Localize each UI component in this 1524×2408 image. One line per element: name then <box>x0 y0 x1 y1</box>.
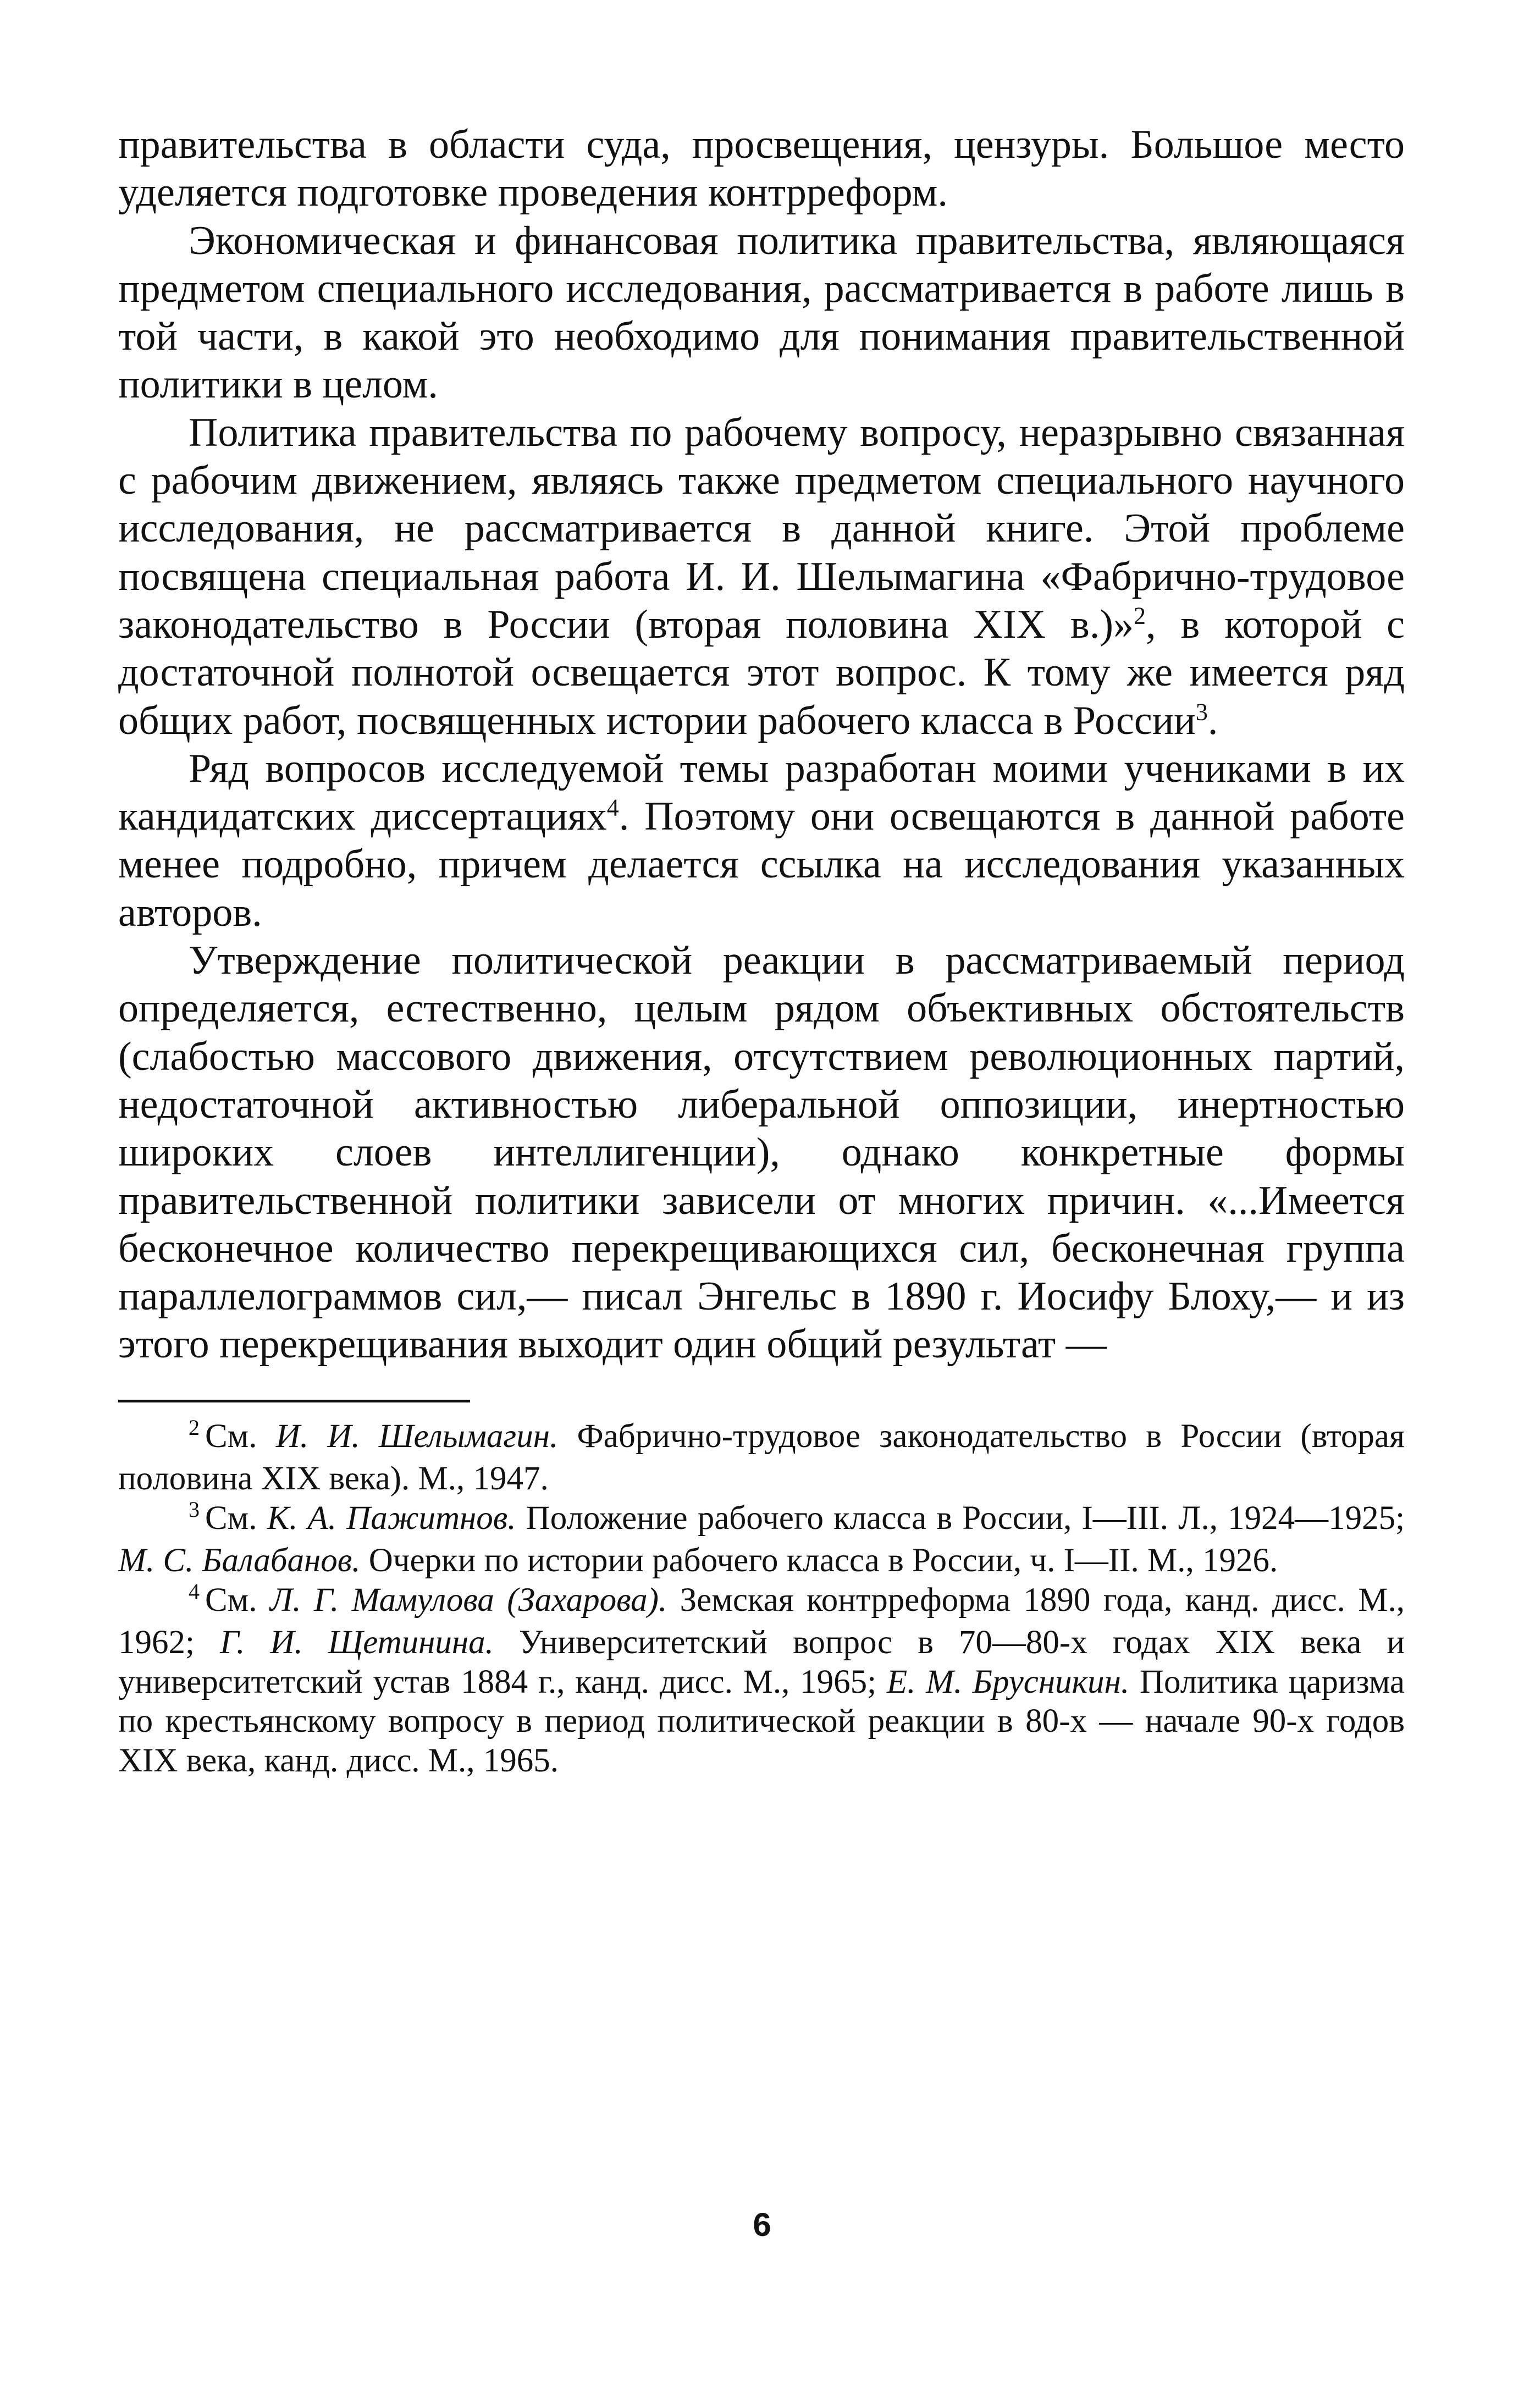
footnote-4 <box>118 1578 1405 1781</box>
footnote-prefix: См. <box>205 1499 257 1537</box>
footnote-prefix: См. <box>205 1417 257 1455</box>
paragraph-3-text-a: Политика правительства по рабочему вопросу, неразрывно связанная с рабочим движением, являясь также предметом специального научного исследования, не рассматривается в данной книге. Этой проблеме посвящена специальная работа И. И. Шелымагина «Фабрично-трудовое законодательство в России (вторая половина XIX в.)» <box>118 410 1405 647</box>
footnote-2 <box>118 1417 1405 1499</box>
footnote-ref-3[interactable]: 3 <box>1195 698 1208 725</box>
footnote-author: К. А. Пажитнов. <box>267 1499 516 1537</box>
paragraph-2: Экономическая и финансовая политика правительства, являющаяся предметом специального исследования, рассматривается в работе лишь в той части, в какой это необходимо для понимания правительственной политики в целом. <box>118 218 1405 407</box>
footnote-text: Земская контрреформа 1890 года, канд. дисс. М., 1962; <box>118 1581 1405 1661</box>
footnote-author: И. И. Шелымагин. <box>275 1417 559 1455</box>
footnote-3 <box>118 1496 1405 1581</box>
footnote-text: Политика царизма по крестьянскому вопросу в период политической реакции в 80-х — начале 90-х годов XIX века, канд. дисс. М., 1965. <box>118 1663 1405 1779</box>
footnote-author: Л. Г. Мамулова (Захарова). <box>269 1581 667 1619</box>
paragraph-3-text-b: , в которой с достаточной полнотой освещается этот вопрос. К тому же имеется ряд общих работ, посвященных истории рабочего класса в России <box>118 601 1405 743</box>
footnote-number: 3 <box>189 1496 200 1522</box>
footnote-divider <box>118 1400 470 1402</box>
footnote-ref-4[interactable]: 4 <box>606 794 619 821</box>
footnote-author: Г. И. Щетинина. <box>219 1624 494 1661</box>
footnote-text: Очерки по истории рабочего класса в России, ч. I—II. М., 1926. <box>368 1542 1278 1579</box>
footnote-number: 2 <box>189 1415 200 1440</box>
page-number: 6 <box>753 2206 771 2243</box>
footnote-author: Е. М. Брусникин. <box>886 1663 1130 1700</box>
paragraph-4-text-a: Ряд вопросов исследуемой темы разработан моими учениками в их кандидатских диссертациях <box>118 745 1405 840</box>
footnote-author: М. С. Балабанов. <box>118 1542 361 1579</box>
paragraph-4 <box>118 745 1405 937</box>
paragraph-5: Утверждение политической реакции в рассматриваемый период определяется, естественно, целым рядом объективных обстоятельств (слабостью массового движения, отсутствием революционных партий, недостаточной активностью либеральной оппозиции, инертностью широких слоев интеллигенции), однако конкретные формы правительственной политики зависели от многих причин. «...Имеется бесконечное количество перекрещивающихся сил, бесконечная группа параллелограммов сил,— писал Энгельс в 1890 г. Иосифу Блоху,— и из этого перекрещивания выходит один общий результат — <box>118 938 1405 1367</box>
footnote-prefix: См. <box>205 1581 257 1619</box>
footnote-ref-2[interactable]: 2 <box>1134 602 1146 629</box>
book-page <box>118 121 1405 1780</box>
footnote-text: Положение рабочего класса в России, I—III. Л., 1924—1925; <box>526 1499 1405 1537</box>
footnote-text: Фабрично-трудовое законодательство в России (вторая половина XIX века). М., 1947. <box>118 1417 1405 1498</box>
paragraph-1: правительства в области суда, просвещения, цензуры. Большое место уделяется подготовке проведения контрреформ. <box>118 122 1405 216</box>
footnote-number: 4 <box>189 1578 200 1604</box>
paragraph-4-text-b: . Поэтому они освещаются в данной работе менее подробно, причем делается ссылка на исследования указанных авторов. <box>118 794 1405 935</box>
footnote-text: Университетский вопрос в 70—80-х годах XIX века и университетский устав 1884 г., канд. дисс. М., 1965; <box>118 1624 1405 1700</box>
paragraph-3-text-c: . <box>1207 698 1218 743</box>
paragraph-3 <box>118 409 1405 745</box>
